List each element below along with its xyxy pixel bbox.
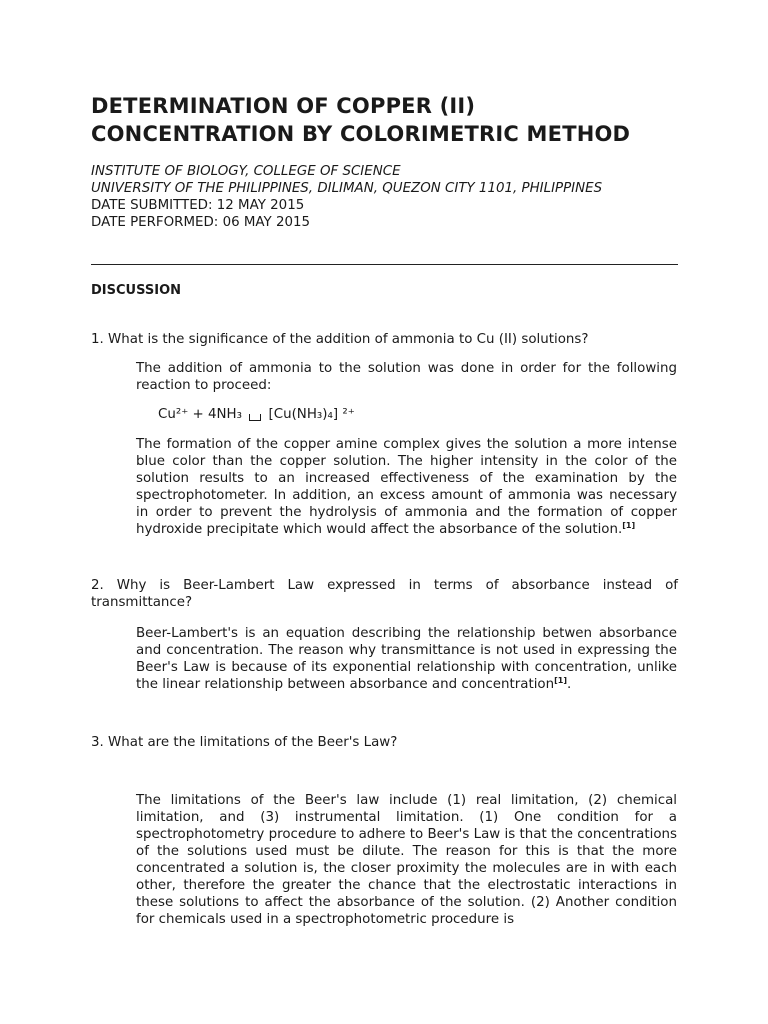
answer-1-intro: The addition of ammonia to the solution was done in order for the following reaction to proceed: (136, 361, 677, 393)
question-3: 3. What are the limitations of the Beer's Law? (91, 735, 398, 750)
citation-ref: [1] (554, 676, 568, 685)
university-line: UNIVERSITY OF THE PHILIPPINES, DILIMAN, QUEZON CITY 1101, PHILIPPINES (91, 181, 603, 196)
title-line-2: CONCENTRATION BY COLORIMETRIC METHOD (91, 122, 631, 146)
document-meta (91, 163, 691, 231)
horizontal-divider (91, 264, 678, 265)
institute-line: INSTITUTE OF BIOLOGY, COLLEGE OF SCIENCE (91, 164, 401, 179)
answer-1-body (136, 436, 677, 538)
section-heading: DISCUSSION (91, 283, 181, 298)
question-1: 1. What is the significance of the addition of ammonia to Cu (II) solutions? (91, 332, 589, 347)
date-submitted: DATE SUBMITTED: 12 MAY 2015 (91, 198, 305, 213)
answer-1-text: The formation of the copper amine complex gives the solution a more intense blue color than the copper solution. The higher intensity in the color of the solution results to an increased effectiveness of the examination by the spectrophotometer. In addition, an excess amount of ammonia was necessary in order to prevent the hydrolysis of ammonia and the formation of copper hydroxide precipitate which would affect the absorbance of the solution. (136, 437, 677, 537)
reaction-arrow-icon (249, 414, 261, 421)
answer-2-text: Beer-Lambert's is an equation describing the relationship betwen absorbance and concentration. The reason why transmittance is not used in expressing the Beer's Law is because of its exponential relationship with concentration, unlike the linear relationship between absorbance and concentration (136, 626, 677, 692)
answer-2-body (136, 625, 677, 693)
citation-ref: [1] (622, 521, 636, 530)
reaction-equation (158, 406, 355, 423)
equation-reactants: Cu²⁺ + 4NH₃ (158, 407, 242, 422)
title-line-1: DETERMINATION OF COPPER (II) (91, 94, 476, 118)
date-performed: DATE PERFORMED: 06 MAY 2015 (91, 215, 311, 230)
answer-3-body: The limitations of the Beer's law include (1) real limitation, (2) chemical limitation, and (3) instrumental limitation. (1) One condition for a spectrophotometry procedure to adhere to Beer's Law is that the concentrations of the solutions used must be dilute. The reason for this is that the more concentrated a solution is, the closer proximity the molecules are in with each other, therefore the greater the chance that the electrostatic interactions in these solutions to affect the absorbance of the solution. (2) Another condition for chemicals used in a spectrophotometric procedure is (136, 793, 677, 927)
question-2: 2. Why is Beer-Lambert Law expressed in terms of absorbance instead of transmittance? (91, 578, 678, 610)
answer-2-end: . (567, 677, 572, 692)
equation-product: [Cu(NH₃)₄] ²⁺ (268, 407, 355, 422)
document-title (91, 92, 711, 148)
